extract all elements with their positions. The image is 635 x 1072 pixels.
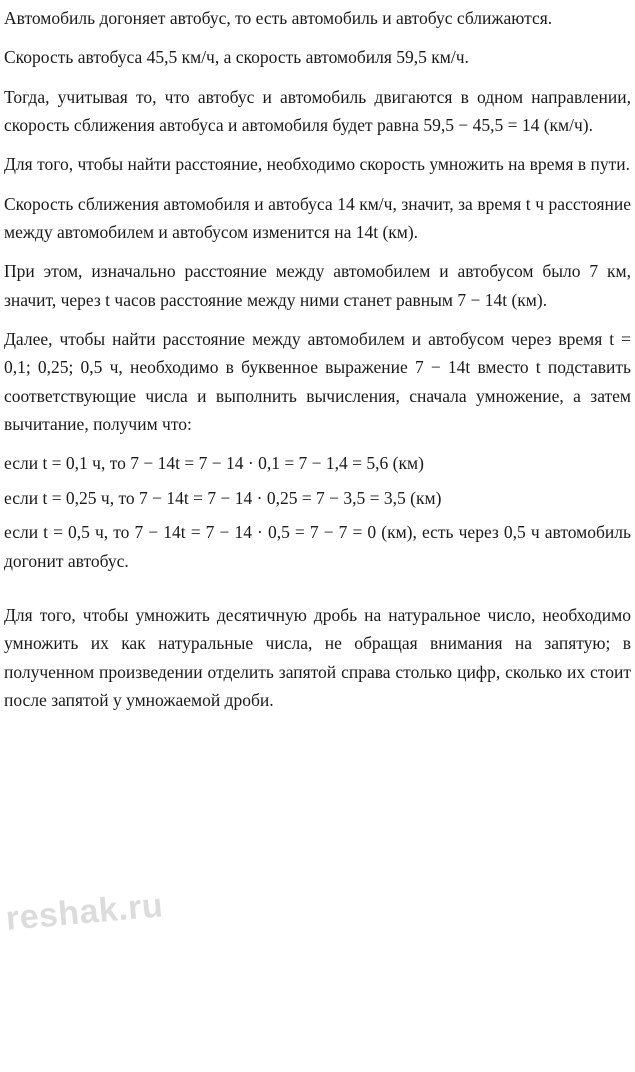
calculation-line-1: если t = 0,1 ч, то 7 − 14t = 7 − 14 · 0,1 = 7 − 1,4 = 5,6 (км) xyxy=(4,453,424,474)
solution-paragraph-6: При этом, изначально расстояние между автомобилем и автобусом было 7 км, значит, через t часов расстояние между ними станет равным 7 − 14t (км). xyxy=(4,261,631,310)
solution-paragraph-5: Скорость сближения автомобиля и автобуса 14 км/ч, значит, за время t ч расстояние между автомобилем и автобусом изменится на 14t (км). xyxy=(4,193,631,243)
solution-paragraph-2: Скорость автобуса 45,5 км/ч, а скорость автомобиля 59,5 км/ч. xyxy=(4,47,469,68)
solution-paragraph-1: Автомобиль догоняет автобус, то есть автомобиль и автобус сближаются. xyxy=(4,8,553,28)
solution-paragraph-3: Тогда, учитывая то, что автобус и автомобиль двигаются в одном направлении, скорость сближения автобуса и автомобиля будет равна 59,5 − 45,5 = 14 (км/ч). xyxy=(4,86,631,136)
rule-paragraph: Для того, чтобы умножить десятичную дробь на натуральное число, необходимо умножить их как натуральные числа, не обращая внимания на запятую; в полученном произведении отделить запятой справа столько цифр, сколько их стоит после запятой у умножаемой дроби. xyxy=(4,604,631,710)
watermark: reshak.ru xyxy=(4,886,165,938)
calculation-line-3: если t = 0,5 ч, то 7 − 14t = 7 − 14 · 0,5 = 7 − 7 = 0 (км), есть через 0,5 ч автомобиль догонит автобус. xyxy=(4,522,631,571)
calculation-line-2: если t = 0,25 ч, то 7 − 14t = 7 − 14 · 0,25 = 7 − 3,5 = 3,5 (км) xyxy=(4,487,442,508)
solution-paragraph-4: Для того, чтобы найти расстояние, необходимо скорость умножить на время в пути. xyxy=(4,154,630,175)
solution-paragraph-7: Далее, чтобы найти расстояние между автомобилем и автобусом через время t = 0,1; 0,25; 0,5 ч, необходимо в буквенное выражение 7 − 14t вместо t подставить соответствующие числа и выполнить вычисления, сначала умножение, а затем вычитание, получим что: xyxy=(4,329,631,435)
